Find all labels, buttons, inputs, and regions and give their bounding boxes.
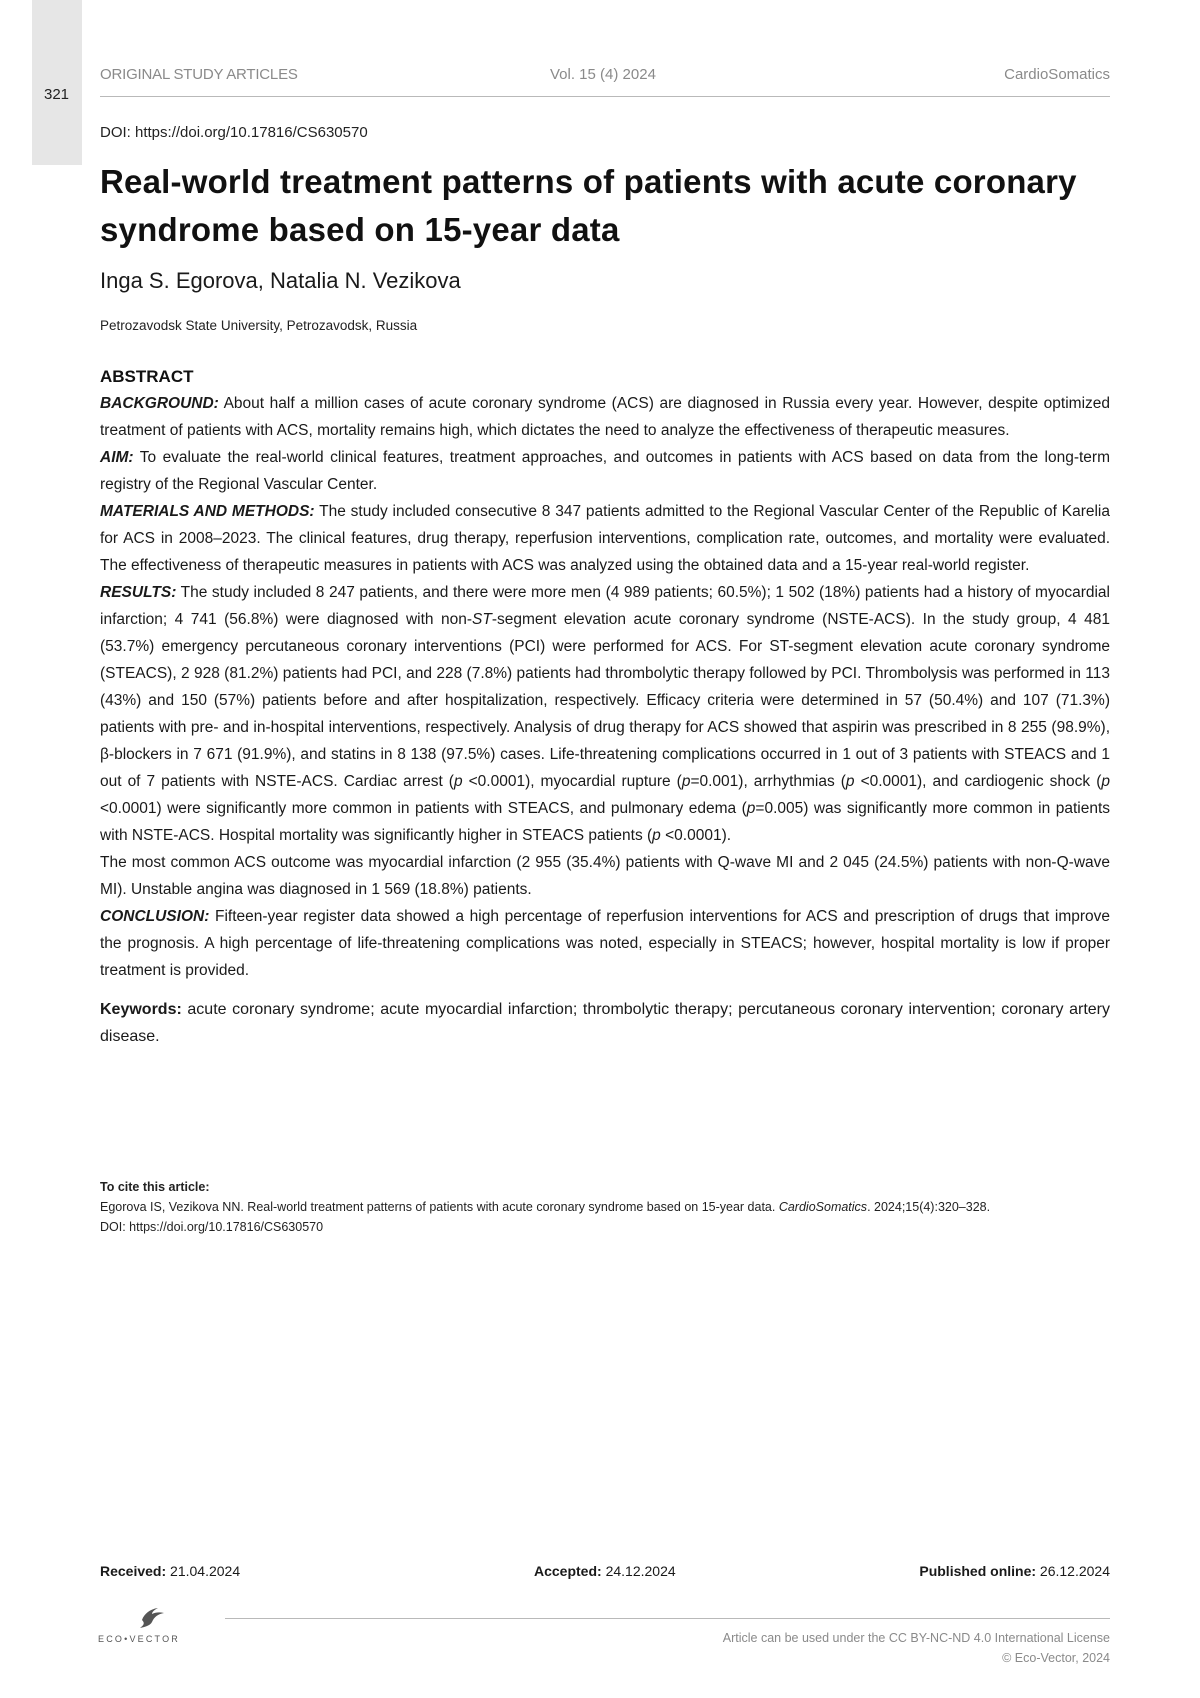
- citation-text-2: . 2024;15(4):320–328.: [867, 1200, 991, 1214]
- header-journal: CardioSomatics: [1004, 66, 1110, 83]
- affiliation: Petrozavodsk State University, Petrozavodsk, Russia: [100, 318, 418, 333]
- results-text-4: =0.001), arrhythmias (: [690, 773, 846, 790]
- received-value: 21.04.2024: [170, 1563, 241, 1579]
- abstract-heading: ABSTRACT: [100, 367, 194, 386]
- abstract-background: [100, 390, 1110, 444]
- citation-text: [100, 1197, 1110, 1217]
- keywords-label: Keywords:: [100, 1001, 182, 1018]
- results-text-8: <0.0001).: [660, 827, 732, 844]
- citation-text-1: Egorova IS, Vezikova NN. Real-world treatment patterns of patients with acute coronary syndrome based on 15-year data.: [100, 1200, 779, 1214]
- background-label: BACKGROUND:: [100, 395, 219, 412]
- abstract-conclusion: [100, 903, 1110, 984]
- results-text-7: =0.005) was significantly more common in patients with NSTE-ACS. Hospital mortality was significantly higher in STEACS patients (: [100, 800, 1110, 844]
- license-line-2: © Eco-Vector, 2024: [1002, 1651, 1110, 1665]
- accepted-date: [534, 1563, 676, 1579]
- license-line-1: Article can be used under the CC BY-NC-ND 4.0 International License: [722, 1631, 1110, 1645]
- p-symbol: p: [746, 800, 756, 817]
- p-symbol: p: [453, 773, 463, 790]
- footer-rule: [225, 1618, 1110, 1619]
- background-text: About half a million cases of acute coronary syndrome (ACS) are diagnosed in Russia every year. However, despite optimized treatment of patients with ACS, mortality remains high, which dictates the need to analyze the effectiveness of therapeutic measures.: [100, 395, 1111, 439]
- running-header: [100, 66, 1110, 97]
- conclusion-text: Fifteen-year register data showed a high percentage of reperfusion interventions for ACS and prescription of drugs that improve the prognosis. A high percentage of life-threatening complications was noted, especially in STEACS; however, hospital mortality is low if proper treatment is provided.: [100, 908, 1110, 979]
- abstract-aim: [100, 444, 1110, 498]
- p-symbol: p: [845, 773, 855, 790]
- citation-label: To cite this article:: [100, 1180, 210, 1194]
- results-text-5: <0.0001), and cardiogenic shock (: [854, 773, 1102, 790]
- keywords: [100, 996, 1110, 1050]
- abstract-results: [100, 579, 1110, 849]
- accepted-label: Accepted:: [534, 1563, 602, 1579]
- license: [723, 1628, 1110, 1668]
- page-number: 321: [44, 86, 70, 103]
- results-text-3: <0.0001), myocardial rupture (: [462, 773, 682, 790]
- citation-journal: CardioSomatics: [778, 1200, 868, 1214]
- doi-link[interactable]: DOI: https://doi.org/10.17816/CS630570: [100, 124, 368, 141]
- eco-vector-logo: [98, 1600, 198, 1645]
- aim-label: AIM:: [100, 449, 134, 466]
- aim-text: To evaluate the real-world clinical features, treatment approaches, and outcomes in patients with ACS based on data from the long-term registry of the Regional Vascular Center.: [100, 449, 1110, 493]
- results-label: RESULTS:: [100, 584, 177, 601]
- p-symbol: p: [1101, 773, 1110, 790]
- published-date: [919, 1563, 1110, 1579]
- header-section: ORIGINAL STUDY ARTICLES: [100, 66, 298, 83]
- results-text-1: The study included 8 247 patients, and there were more men (4 989 patients; 60.5%); 1 502 (18%) patients had a history of myocardial infarction; 4 741 (56.8%) were diagnosed with non-: [100, 584, 1110, 628]
- methods-text: The study included consecutive 8 347 patients admitted to the Regional Vascular Center of the Republic of Karelia for ACS in 2008–2023. The clinical features, drug therapy, reperfusion interventions, complication rate, outcomes, and mortality were evaluated. The effectiveness of therapeutic measures in patients with ACS was analyzed using the obtained data and a 15-year real-world register.: [100, 503, 1110, 574]
- citation-doi[interactable]: DOI: https://doi.org/10.17816/CS630570: [100, 1220, 324, 1234]
- published-value: 26.12.2024: [1039, 1563, 1110, 1579]
- published-label: Published online:: [919, 1563, 1037, 1579]
- authors: Inga S. Egorova, Natalia N. Vezikova: [100, 268, 461, 293]
- received-date: [100, 1563, 240, 1579]
- results-text-2: -segment elevation acute coronary syndrome (NSTE-ACS). In the study group, 4 481 (53.7%) emergency percutaneous coronary interventions (PCI) were performed for ACS. For ST-segment elevation acute coronary syndrome (STEACS), 2 928 (81.2%) patients had PCI, and 228 (7.8%) patients had thrombolytic therapy followed by PCI. Thrombolysis was performed in 113 (43%) and 150 (57%) patients before and after hospitalization, respectively. Efficacy criteria were determined in 57 (50.4%) and 107 (71.3%) patients with pre- and in-hospital interventions, respectively. Analysis of drug therapy for ACS showed that aspirin was prescribed in 8 255 (98.9%), β-blockers in 7 671 (91.9%), and statins in 8 138 (97.5%) cases. Life-threatening complications occurred in 1 out of 3 patients with STEACS and 1 out of 7 patients with NSTE-ACS. Cardiac arrest (: [100, 611, 1110, 790]
- abstract: [100, 363, 1110, 1050]
- p-symbol: p: [681, 773, 691, 790]
- conclusion-label: CONCLUSION:: [100, 908, 210, 925]
- logo-text: ECO•VECTOR: [98, 1634, 180, 1644]
- citation: [100, 1177, 1110, 1237]
- abstract-outcome: The most common ACS outcome was myocardial infarction (2 955 (35.4%) patients with Q-wave MI and 2 045 (24.5%) patients with non-Q-wave MI). Unstable angina was diagnosed in 1 569 (18.8%) patients.: [100, 854, 1110, 898]
- results-text-6: <0.0001) were significantly more common in patients with STEACS, and pulmonary edema (: [100, 800, 747, 817]
- logo-bird-icon: [140, 1608, 164, 1628]
- header-volume: Vol. 15 (4) 2024: [550, 66, 656, 83]
- accepted-value: 24.12.2024: [605, 1563, 676, 1579]
- p-symbol: p: [652, 827, 661, 844]
- page-tab: [32, 0, 82, 165]
- abstract-methods: [100, 498, 1110, 579]
- received-label: Received:: [100, 1563, 167, 1579]
- methods-label: MATERIALS AND METHODS:: [100, 503, 315, 520]
- results-st: ST: [472, 611, 492, 628]
- keywords-text: acute coronary syndrome; acute myocardial infarction; thrombolytic therapy; percutaneous coronary intervention; coronary artery disease.: [100, 1001, 1110, 1045]
- article-title: Real-world treatment patterns of patients with acute coronary syndrome based on 15-year data: [100, 163, 1077, 248]
- publication-dates: [100, 1563, 1110, 1583]
